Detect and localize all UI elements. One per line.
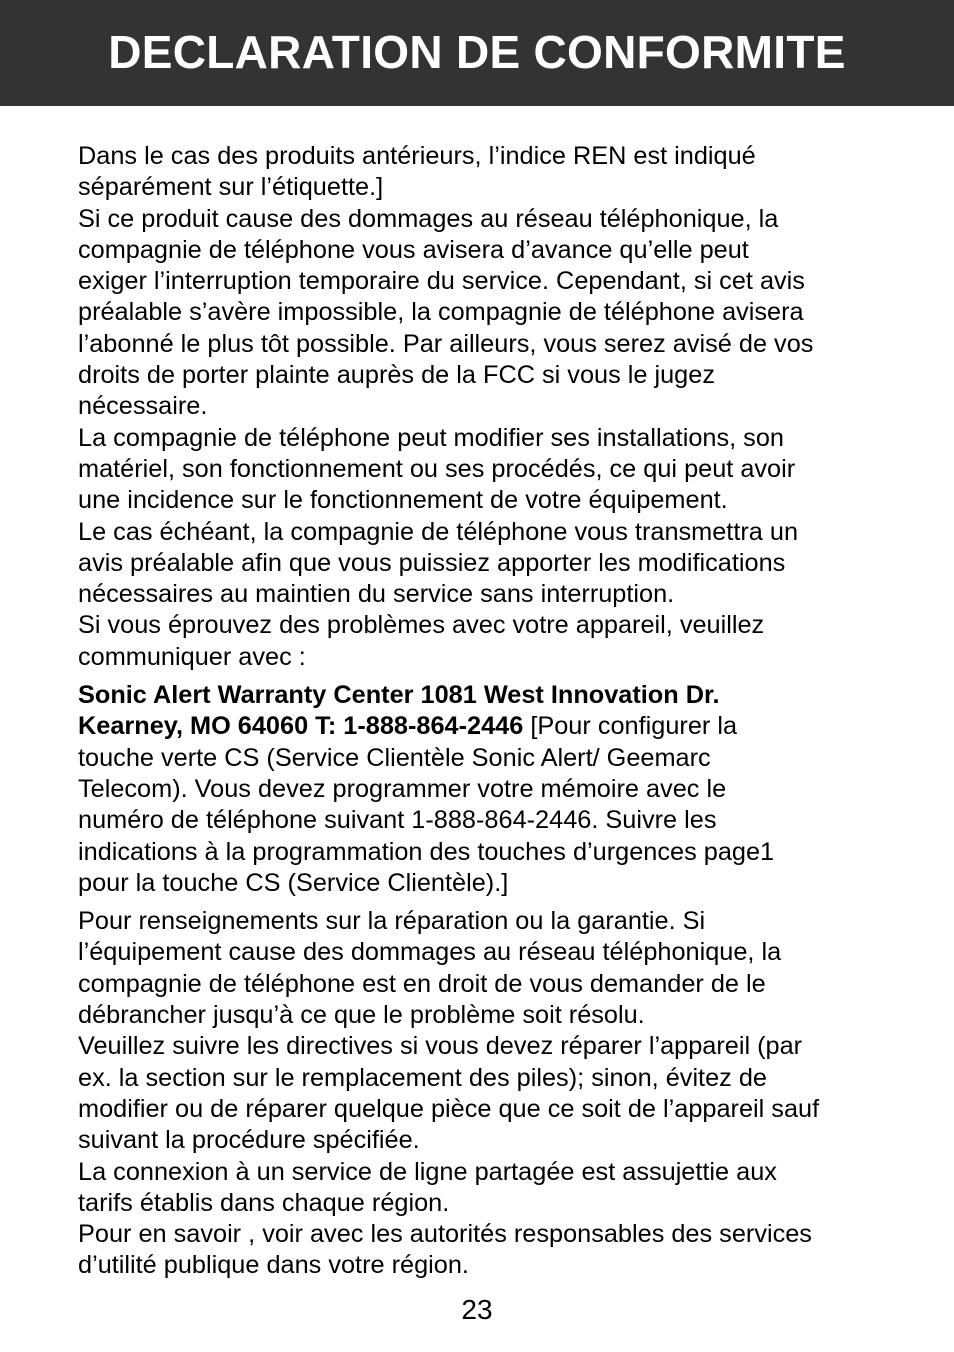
text-line: matériel, son fonctionnement ou ses procédés, ce qui peut avoir bbox=[78, 454, 796, 483]
text-line: suivant la procédure spécifiée. bbox=[78, 1126, 420, 1155]
text-line: une incidence sur le fonctionnement de votre équipement. bbox=[78, 486, 728, 515]
text-line: l’équipement cause des dommages au réseau téléphonique, la bbox=[78, 938, 782, 967]
text-line: l’abonné le plus tôt possible. Par ailleurs, vous serez avisé de vos bbox=[78, 329, 814, 358]
text-line: ex. la section sur le remplacement des piles); sinon, évitez de bbox=[78, 1063, 767, 1092]
warranty-center-address: Sonic Alert Warranty Center 1081 West Innovation Dr. bbox=[78, 681, 720, 710]
text-line: La connexion à un service de ligne partagée est assujettie aux bbox=[78, 1157, 777, 1186]
text-line: d’utilité publique dans votre région. bbox=[78, 1251, 469, 1280]
text-line: Le cas échéant, la compagnie de téléphone vous transmettra un bbox=[78, 517, 799, 546]
paragraph-block-warranty-contact bbox=[78, 680, 898, 899]
text-line bbox=[78, 680, 898, 711]
text-line: Pour en savoir , voir avec les autorités responsables des services bbox=[78, 1220, 812, 1249]
page-number: 23 bbox=[461, 1294, 493, 1325]
paragraph-block-intro bbox=[78, 141, 898, 673]
text-line: débrancher jusqu’à ce que le problème soit résolu. bbox=[78, 1001, 645, 1030]
warranty-center-phone: Kearney, MO 64060 T: 1-888-864-2446 bbox=[78, 712, 524, 741]
text-line: La compagnie de téléphone peut modifier ses installations, son bbox=[78, 423, 784, 452]
text-line: avis préalable afin que vous puissiez apporter les modifications bbox=[78, 548, 786, 577]
text-line: Veuillez suivre les directives si vous devez réparer l’appareil (par bbox=[78, 1032, 803, 1061]
text-line: Telecom). Vous devez programmer votre mémoire avec le bbox=[78, 774, 727, 803]
text-line: compagnie de téléphone vous avisera d’avance qu’elle peut bbox=[78, 235, 749, 264]
page-title: DECLARATION DE CONFORMITE bbox=[108, 26, 846, 78]
paragraph-block-repair bbox=[78, 906, 898, 1282]
text-line: compagnie de téléphone est en droit de vous demander de le bbox=[78, 969, 766, 998]
text-line: préalable s’avère impossible, la compagnie de téléphone avisera bbox=[78, 298, 804, 327]
page-header bbox=[0, 0, 954, 106]
text-line: Si vous éprouvez des problèmes avec votre appareil, veuillez bbox=[78, 611, 765, 640]
text-line: Pour renseignements sur la réparation ou la garantie. Si bbox=[78, 907, 706, 936]
text-line: numéro de téléphone suivant 1-888-864-2446. Suivre les bbox=[78, 806, 717, 835]
text-line: séparément sur l’étiquette.] bbox=[78, 173, 384, 202]
text-line: modifier ou de réparer quelque pièce que ce soit de l’appareil sauf bbox=[78, 1094, 820, 1123]
text-line: communiquer avec : bbox=[78, 642, 306, 671]
text-line: exiger l’interruption temporaire du service. Cependant, si cet avis bbox=[78, 267, 805, 296]
document-body bbox=[78, 141, 898, 1282]
text-line: tarifs établis dans chaque région. bbox=[78, 1188, 450, 1217]
text-line: indications à la programmation des touches d’urgences page1 bbox=[78, 837, 775, 866]
text-line: Si ce produit cause des dommages au réseau téléphonique, la bbox=[78, 204, 779, 233]
text-line: nécessaires au maintien du service sans interruption. bbox=[78, 580, 675, 609]
text-line: touche verte CS (Service Clientèle Sonic Alert/ Geemarc bbox=[78, 743, 711, 772]
text-line: pour la touche CS (Service Clientèle).] bbox=[78, 868, 509, 897]
text-line bbox=[78, 711, 898, 742]
text-fragment: [Pour configurer la bbox=[523, 712, 738, 741]
text-line: droits de porter plainte auprès de la FCC si vous le jugez bbox=[78, 361, 715, 390]
text-line: nécessaire. bbox=[78, 392, 208, 421]
text-line: Dans le cas des produits antérieurs, l’indice REN est indiqué bbox=[78, 142, 756, 170]
